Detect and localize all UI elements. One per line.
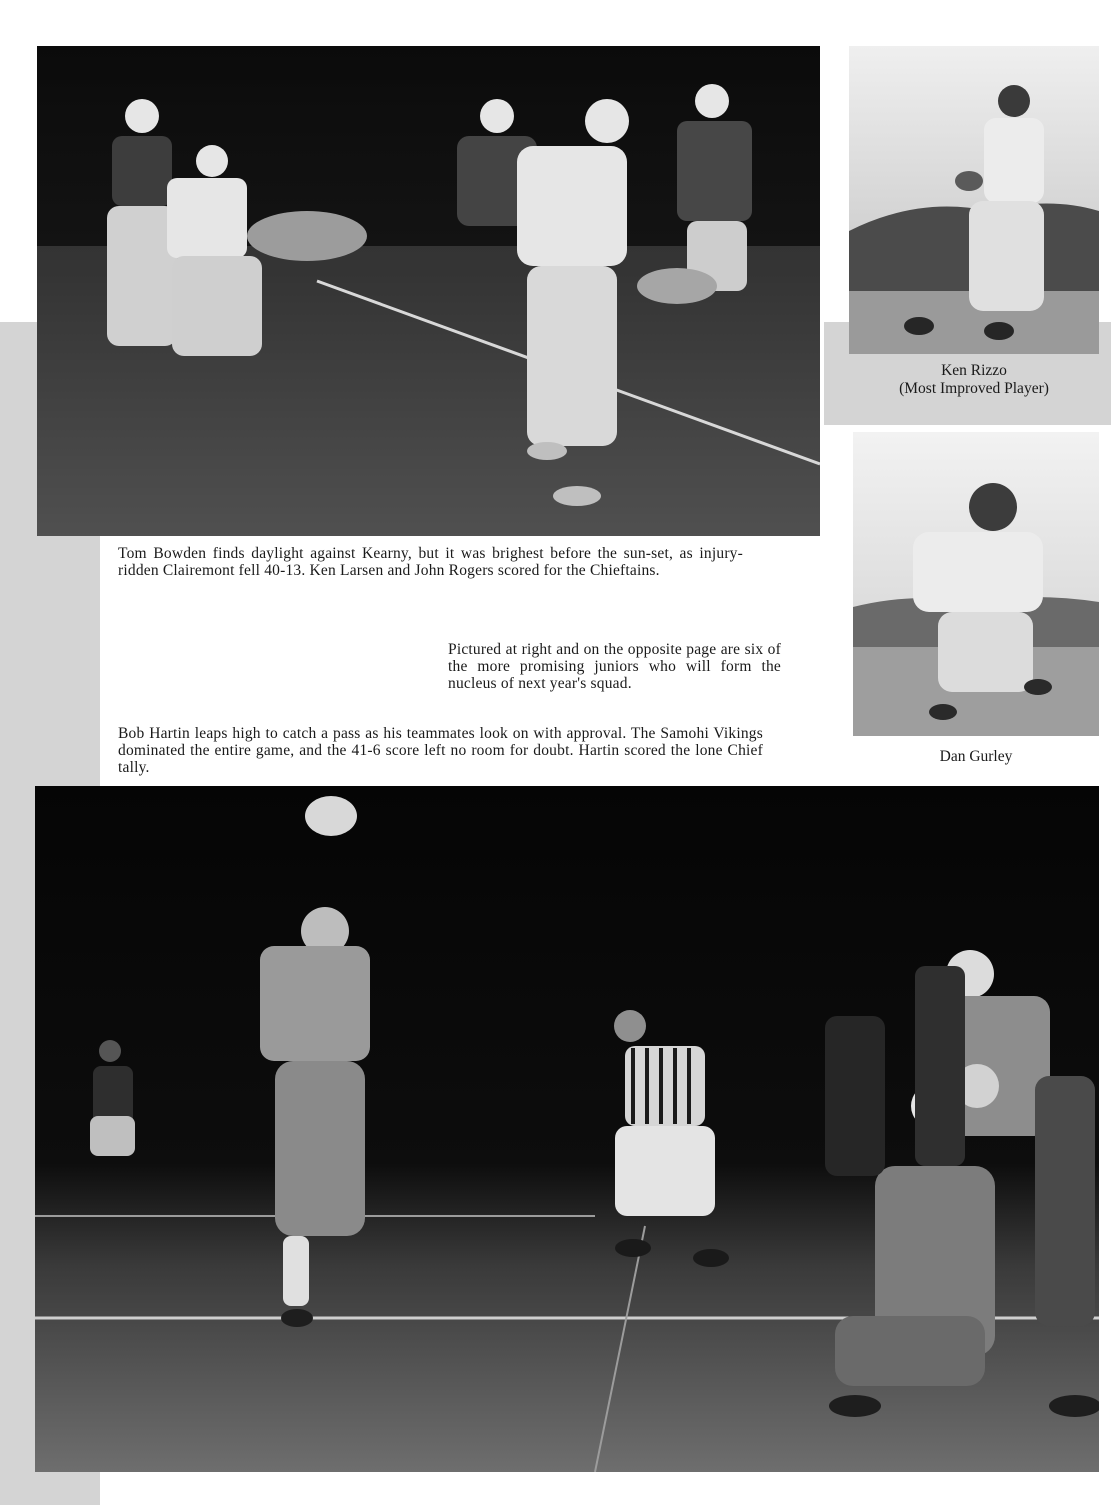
- top-game-photo: [37, 46, 820, 536]
- ken-rizzo-title: (Most Improved Player): [899, 380, 1049, 397]
- dan-gurley-caption: [853, 748, 1099, 766]
- bottom-game-photo: [35, 786, 1099, 1472]
- dan-gurley-name: Dan Gurley: [939, 748, 1013, 765]
- dan-gurley-photo: [853, 432, 1099, 736]
- top-game-caption: Tom Bowden finds daylight against Kearny, but it was brighest before the sun-set, as injury-ridden Clairemont fell 40-13. Ken Larsen and John Rogers scored for the Chieftains.: [118, 545, 743, 579]
- juniors-note-caption: Pictured at right and on the opposite page are six of the more promising juniors who will form the nucleus of next year's squad.: [448, 641, 781, 692]
- ken-rizzo-name: Ken Rizzo: [941, 362, 1007, 379]
- ken-rizzo-caption: [849, 362, 1099, 398]
- bottom-game-caption: Bob Hartin leaps high to catch a pass as his teammates look on with approval. The Samohi Vikings dominated the entire game, and the 41-6 score left no room for doubt. Hartin scored the lone Chief tally.: [118, 725, 763, 776]
- ken-rizzo-photo: [849, 46, 1099, 354]
